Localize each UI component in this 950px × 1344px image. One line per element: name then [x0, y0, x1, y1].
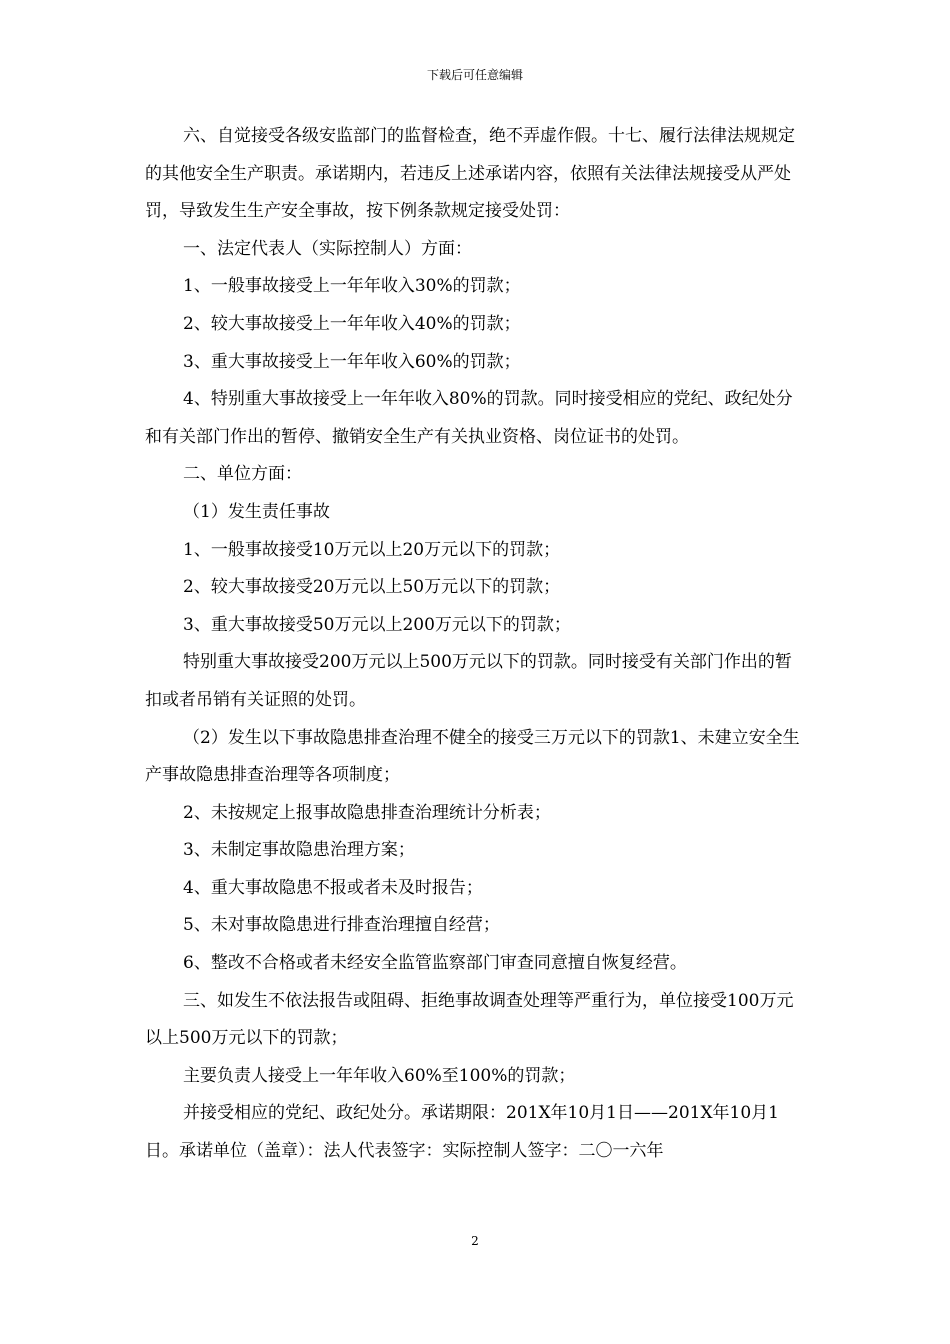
list-item: 3、重大事故接受50万元以上200万元以下的罚款；	[183, 614, 571, 635]
list-item: 1、一般事故接受10万元以上20万元以下的罚款；	[183, 539, 561, 560]
paragraph: 主要负责人接受上一年年收入60%至100%的罚款；	[183, 1065, 576, 1086]
list-item: 3、重大事故接受上一年年收入60%的罚款；	[183, 351, 521, 372]
document-body	[145, 118, 805, 1171]
list-item: 4、特别重大事故接受上一年年收入80%的罚款。同时接受相应的党纪、政纪处分和有关部门作出的暂停、撤销安全生产有关执业资格、岗位证书的处罚。	[145, 389, 793, 447]
list-item: 4、重大事故隐患不报或者未及时报告；	[183, 877, 483, 898]
list-item: 6、整改不合格或者未经安全监管监察部门审查同意擅自恢复经营。	[183, 953, 687, 974]
section-heading: 一、法定代表人（实际控制人）方面：	[183, 238, 472, 259]
list-item: 1、一般事故接受上一年年收入30%的罚款；	[183, 276, 521, 297]
paragraph: 并接受相应的党纪、政纪处分。承诺期限：201X年10月1日——201X年10月1日。承诺单位（盖章）：法人代表签字：实际控制人签字：二〇一六年	[145, 1103, 779, 1162]
page-number: 2	[471, 1234, 479, 1248]
page-header: 下载后可任意编辑	[426, 68, 523, 82]
list-item: 3、未制定事故隐患治理方案；	[183, 840, 415, 861]
sub-heading: （1）发生责任事故	[183, 501, 330, 522]
section-heading: 三、如发生不依法报告或阻碍、拒绝事故调查处理等严重行为，单位接受100万元以上500万元以下的罚款；	[145, 990, 794, 1049]
paragraph: （2）发生以下事故隐患排查治理不健全的接受三万元以下的罚款1、未建立安全生产事故隐患排查治理等各项制度；	[145, 727, 800, 786]
section-heading: 二、单位方面：	[183, 464, 302, 485]
paragraph: 六、自觉接受各级安监部门的监督检查，绝不弄虚作假。十七、履行法律法规规定的其他安全生产职责。承诺期内，若违反上述承诺内容，依照有关法律法规接受从严处罚，导致发生生产安全事故，按下例条款规定接受处罚：	[145, 126, 795, 222]
list-item: 2、较大事故接受上一年年收入40%的罚款；	[183, 313, 521, 334]
paragraph: 特别重大事故接受200万元以上500万元以下的罚款。同时接受有关部门作出的暂扣或者吊销有关证照的处罚。	[145, 652, 792, 710]
list-item: 2、未按规定上报事故隐患排查治理统计分析表；	[183, 802, 551, 823]
list-item: 5、未对事故隐患进行排查治理擅自经营；	[183, 915, 500, 936]
list-item: 2、较大事故接受20万元以上50万元以下的罚款；	[183, 577, 561, 598]
